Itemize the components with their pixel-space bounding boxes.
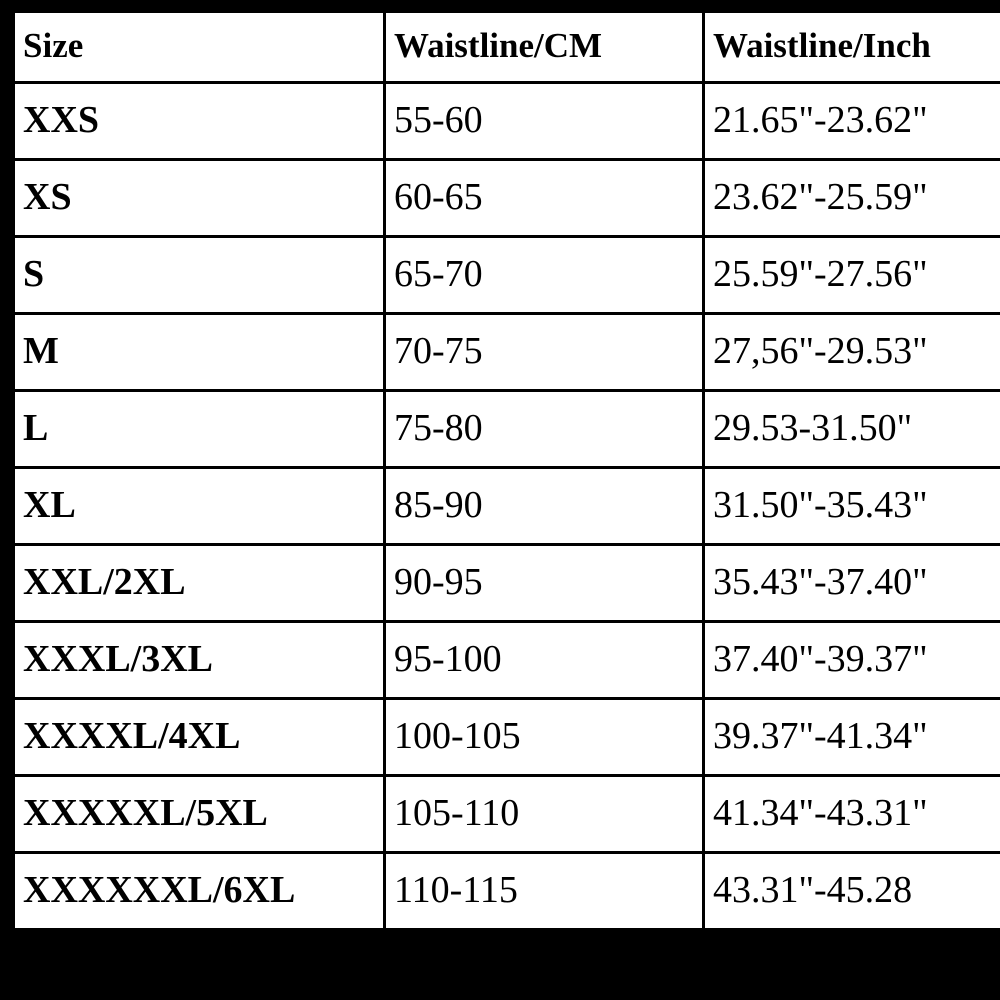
cell-waistline-inch: 25.59"-27.56" [704,237,1000,314]
column-header-size: Size [14,12,385,83]
table-row [14,545,1000,622]
cell-waistline-inch: 21.65"-23.62" [704,83,1000,160]
cell-size: XL [14,468,385,545]
cell-waistline-cm: 105-110 [385,776,704,853]
cell-waistline-cm: 90-95 [385,545,704,622]
cell-waistline-cm: 85-90 [385,468,704,545]
cell-waistline-cm: 100-105 [385,699,704,776]
table-row [14,622,1000,699]
table-row [14,853,1000,930]
cell-waistline-cm: 95-100 [385,622,704,699]
cell-size: XS [14,160,385,237]
cell-waistline-inch: 43.31"-45.28 [704,853,1000,930]
cell-waistline-inch: 27,56"-29.53" [704,314,1000,391]
cell-size: XXL/2XL [14,545,385,622]
column-header-waistline-cm: Waistline/CM [385,12,704,83]
cell-waistline-inch: 37.40"-39.37" [704,622,1000,699]
table-header-row [14,12,1000,83]
cell-size: XXXXL/4XL [14,699,385,776]
cell-waistline-cm: 55-60 [385,83,704,160]
cell-waistline-cm: 65-70 [385,237,704,314]
cell-size: XXXXXXL/6XL [14,853,385,930]
column-header-waistline-inch: Waistline/Inch [704,12,1000,83]
table-body [14,83,1000,930]
cell-waistline-inch: 23.62"-25.59" [704,160,1000,237]
table-row [14,314,1000,391]
table-row [14,391,1000,468]
cell-waistline-cm: 70-75 [385,314,704,391]
table-row [14,776,1000,853]
cell-waistline-cm: 75-80 [385,391,704,468]
size-chart-table [12,10,1000,931]
table-row [14,699,1000,776]
cell-waistline-inch: 31.50"-35.43" [704,468,1000,545]
cell-waistline-inch: 41.34"-43.31" [704,776,1000,853]
cell-size: XXS [14,83,385,160]
cell-waistline-inch: 35.43"-37.40" [704,545,1000,622]
table-row [14,468,1000,545]
cell-size: S [14,237,385,314]
table-row [14,160,1000,237]
cell-size: XXXL/3XL [14,622,385,699]
cell-waistline-inch: 29.53-31.50" [704,391,1000,468]
table-row [14,83,1000,160]
cell-waistline-cm: 110-115 [385,853,704,930]
cell-size: L [14,391,385,468]
table-header [14,12,1000,83]
cell-waistline-cm: 60-65 [385,160,704,237]
cell-size: XXXXXL/5XL [14,776,385,853]
table-row [14,237,1000,314]
cell-waistline-inch: 39.37"-41.34" [704,699,1000,776]
cell-size: M [14,314,385,391]
